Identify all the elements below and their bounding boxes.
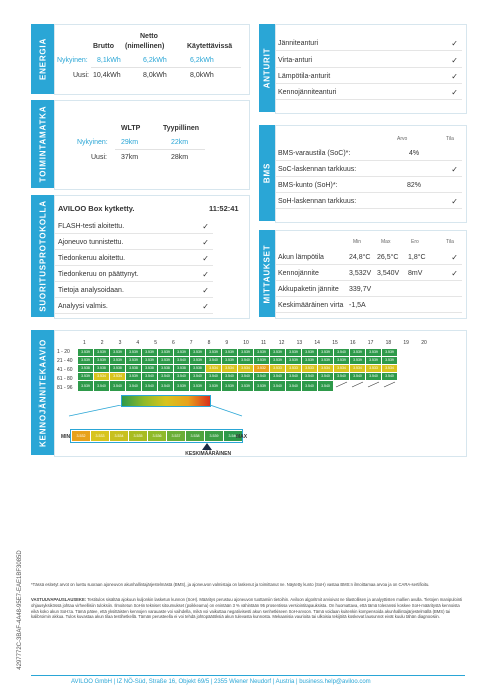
cell-voltage: 3.539 — [78, 381, 93, 391]
cell-voltage: 3.539 — [366, 357, 381, 364]
column-header: 6 — [172, 340, 175, 346]
cell-voltage: 3.539 — [334, 357, 349, 364]
cell-voltage: 3.534 — [110, 373, 125, 380]
check-icon: ✓ — [202, 222, 209, 231]
protocol-item: Tiedonkeruu aloitettu. ✓ — [55, 252, 213, 266]
cell-voltage: 3.540 — [318, 381, 333, 391]
footnote: *Tässä esitetyt arvot on luettu suoraan ajoneuvon akunhallintajärjestelmästä (BMS), ja ajoneuvon valmistaja on laskenut ja toimittanut ne. Näytetty kunto (SoH) vastaa BMS:n ilmoittamaa arvoa ja on CARA-sertifioitu. — [31, 582, 430, 587]
row-label: 1 - 20 — [57, 349, 70, 355]
sensors-tab: ANTURIT — [259, 24, 275, 112]
cell-voltage: 3.539 — [302, 349, 317, 356]
cell-voltage: 3.539 — [174, 349, 189, 356]
cell-voltage: 3.539 — [142, 357, 157, 364]
range-new-typical: 28km — [171, 154, 189, 161]
cell-voltage-section — [54, 330, 467, 457]
energy-current-usable: 6,2kWh — [190, 57, 214, 64]
cell-voltage: 3.534 — [206, 365, 221, 372]
column-header: 12 — [278, 340, 285, 346]
cell-voltage: 3.539 — [302, 357, 317, 364]
column-header: 19 — [403, 340, 409, 346]
cell-voltage: 3.540 — [270, 373, 285, 380]
sensor-item: Kennojänniteanturi ✓ — [276, 86, 462, 100]
cell-voltage: 3.540 — [174, 373, 189, 380]
scale-max-label: MAX — [236, 434, 248, 440]
disclaimer-title: VASTUUVAPAUSLAUSEKE: — [31, 597, 87, 602]
cell-voltage: 3.539 — [318, 357, 333, 364]
cell-voltage: 3.538 — [190, 365, 205, 372]
bms-section — [275, 125, 467, 223]
cell-voltage: 3.539 — [222, 357, 237, 364]
cell-voltage: 3.540 — [110, 381, 125, 391]
cell-voltage: 3.538 — [158, 365, 173, 372]
cell-voltage: 3.540 — [302, 381, 317, 391]
cell-voltage: 3.534 — [238, 365, 253, 372]
cell-voltage: 3.539 — [94, 357, 109, 364]
bms-row: SoH-laskennan tarkkuus: ✓ — [276, 195, 462, 209]
cell-voltage: 3.538 — [126, 365, 141, 372]
cell-voltage: 3.539 — [318, 349, 333, 356]
cell-voltage: 3.534 — [318, 365, 333, 372]
cell-voltage: 3.539 — [78, 349, 93, 356]
cell-voltage: 3.539 — [286, 357, 301, 364]
cell-voltage: 3.539 — [206, 381, 221, 391]
cell-voltage: 3.532 — [254, 365, 269, 372]
cell-voltage: 3.533 — [270, 365, 285, 372]
cell-voltage: 3.539 — [382, 357, 397, 364]
cell-voltage: 3.539 — [94, 349, 109, 356]
check-icon: ✓ — [451, 253, 458, 262]
check-icon: ✓ — [202, 302, 209, 311]
cell-voltage — [382, 381, 397, 391]
cell-voltage: 3.540 — [334, 373, 349, 380]
cell-voltage: 3.540 — [350, 373, 365, 380]
column-header: 2 — [100, 340, 104, 346]
measurement-row: Akkupaketin jännite 339,7V — [276, 283, 462, 297]
scale-value: 3.537 — [167, 431, 185, 441]
check-icon: ✓ — [451, 56, 458, 65]
cell-voltage: 3.539 — [254, 357, 269, 364]
cell-voltage: 3.539 — [190, 349, 205, 356]
bms-row: BMS-varaustila (SoC)*: 4% — [276, 147, 462, 161]
document-code: 4297772C-3BAF-4A48-95E7-EAE1BF3085D — [17, 550, 23, 670]
cell-voltage: 3.540 — [270, 381, 285, 391]
cell-voltage: 3.538 — [110, 365, 125, 372]
scale-value: 3.539 — [205, 431, 223, 441]
cell-voltage: 3.540 — [206, 357, 221, 364]
range-header-wltp: WLTP — [121, 125, 141, 132]
cell-voltage: 3.534 — [94, 373, 109, 380]
energy-divider — [91, 67, 241, 68]
cell-voltage: 3.539 — [350, 357, 365, 364]
cell-voltage: 3.540 — [318, 373, 333, 380]
protocol-item: Tiedonkeruu on päättynyt. ✓ — [55, 268, 213, 282]
disclaimer-text: Testitulos sisältää ajokuun kuljonkin lasketun kunnon (SoH). Määritys perustuu ajoneuvon tuottamiin tietoihin. Aviloon algoritmit arvioivat ne tilastollisen ja analyyttisten mallien avulla. Tietojen manipulointi ohjausyksikössä johtaa virheellisiin tuloksiin. Ilmoitetun SoHin tekniset sitoumukset (poikkeama) on enintään 3 % vähintään 95 prosentissa versiointitapauksista. On huomattava, että tämä toleranssi koskee SoH-määritystä kennoista eikä koko akun SoH:ta. Tämä pätee, että yksittäisten kennojen varauaste voi vaihdella, mikä voi vaikuttaa negatiivisesti akun senhetkiseen SoH-arvoon. Tämä voidaan kuitenkin kompensoida akunhallintajärjestelmällä (BMS) tai kalibroimin akkua. Tulos kuvastaa akun tilaa testihetkellä. Tämän perusteella ei voi tehdä johtopäätöksiä akun tulevasta kunnosta. Mekaanisia vaurioita tai ulkoisia tekijöitä koskevat lausunnot eivät kuulu tähän diagnoosiin. — [31, 597, 463, 620]
energy-new-usable: 8,0kWh — [190, 72, 214, 79]
cell-voltage: 3.540 — [142, 381, 157, 391]
cell-voltage: 3.540 — [286, 373, 301, 380]
range-new-wltp: 37km — [121, 154, 139, 161]
column-header: 8 — [207, 340, 211, 346]
energy-new-brutto: 10,4kWh — [93, 72, 121, 79]
column-header: 9 — [225, 340, 229, 346]
energy-current-label: Nykyinen: — [57, 57, 88, 64]
meas-header-status: Tila — [446, 239, 454, 245]
cell-voltage: 3.540 — [334, 349, 349, 356]
measurement-row: Keskimääräinen virta -1,5A — [276, 299, 462, 313]
bms-header-value: Arvo — [397, 136, 408, 142]
cell-voltage: 3.539 — [110, 357, 125, 364]
scale-value: 3.533 — [91, 431, 109, 441]
bms-tab: BMS — [259, 125, 275, 221]
energy-current-netto: 6,2kWh — [143, 57, 167, 64]
cell-voltage: 3.539 — [350, 349, 365, 356]
measurements-section — [275, 230, 467, 319]
cell-voltage: 3.533 — [366, 365, 381, 372]
row-label: 41 - 60 — [57, 367, 73, 373]
check-icon: ✓ — [202, 238, 209, 247]
cell-voltage: 3.540 — [302, 373, 317, 380]
sensor-item: Jänniteanturi ✓ — [276, 37, 462, 51]
bms-header-status: Tila — [446, 136, 454, 142]
cell-voltage: 3.540 — [222, 373, 237, 380]
range-new-label: Uusi: — [91, 154, 107, 161]
column-header: 17 — [367, 340, 374, 346]
cell-voltage: 3.540 — [238, 357, 253, 364]
cell-voltage: 3.534 — [334, 365, 349, 372]
check-icon: ✓ — [451, 72, 458, 81]
column-header: 18 — [385, 340, 392, 346]
cell-voltage: 3.534 — [350, 365, 365, 372]
row-label: 81 - 96 — [57, 385, 73, 391]
scale-bar — [70, 429, 243, 443]
cell-voltage: 3.540 — [158, 373, 173, 380]
cell-voltage: 3.539 — [254, 349, 269, 356]
column-header: 20 — [421, 340, 427, 346]
meas-header-min: Min — [353, 239, 362, 245]
range-section — [54, 100, 250, 190]
cell-voltage: 3.539 — [222, 381, 237, 391]
cell-voltage: 3.539 — [158, 349, 173, 356]
energy-tab: ENERGIA — [31, 24, 54, 94]
energy-section — [54, 24, 250, 95]
column-header: 15 — [332, 340, 338, 346]
column-header: 13 — [296, 340, 303, 346]
cell-voltage: 3.534 — [222, 365, 237, 372]
range-tab: TOIMINTAMATKA — [31, 100, 54, 188]
cell-voltage — [366, 381, 381, 391]
scale-value: 3.534 — [110, 431, 128, 441]
cell-voltage: 3.540 — [366, 373, 381, 380]
column-header: 1 — [83, 340, 86, 346]
cell-voltage: 3.538 — [142, 365, 157, 372]
cell-voltage: 3.540 — [190, 373, 205, 380]
cell-voltage: 3.540 — [382, 373, 397, 380]
scale-value: 3.540 — [224, 431, 242, 441]
cell-voltage: 3.539 — [126, 373, 141, 380]
check-icon: ✓ — [451, 165, 458, 174]
cell-voltage: 3.539 — [190, 381, 205, 391]
sensor-item: Lämpötila-anturit ✓ — [276, 70, 462, 84]
range-current-wltp: 29km — [121, 139, 139, 146]
cell-voltage-tab: KENNOJÄNNITEKAAVIO — [31, 330, 54, 455]
average-label: KESKIMÄÄRÄINEN — [185, 451, 232, 457]
cell-voltage: 3.539 — [158, 357, 173, 364]
range-header-typical: Tyypillinen — [163, 125, 200, 132]
protocol-item: Tietoja analysoidaan. ✓ — [55, 284, 213, 298]
cell-voltage: 3.540 — [238, 373, 253, 380]
energy-current-brutto: 8,1kWh — [97, 57, 121, 64]
column-header: 4 — [136, 340, 140, 346]
disclaimer — [31, 597, 465, 620]
check-icon: ✓ — [202, 270, 209, 279]
energy-header-brutto: Brutto — [93, 43, 114, 50]
column-header: 3 — [118, 340, 122, 346]
cell-voltage: 3.539 — [78, 357, 93, 364]
check-icon: ✓ — [451, 269, 458, 278]
check-icon: ✓ — [451, 197, 458, 206]
cell-voltage: 3.540 — [142, 373, 157, 380]
column-header: 10 — [243, 340, 249, 346]
cell-voltage: 3.539 — [366, 349, 381, 356]
protocol-item: Analyysi valmis. ✓ — [55, 300, 213, 314]
cell-voltage: 3.539 — [254, 381, 269, 391]
range-current-typical: 22km — [171, 139, 189, 146]
column-header: 11 — [261, 340, 267, 346]
energy-new-label: Uusi: — [73, 72, 89, 79]
energy-header-nominal: (nimellinen) — [125, 43, 165, 50]
cell-voltage: 3.539 — [78, 373, 93, 380]
cell-voltage: 3.539 — [142, 349, 157, 356]
cell-voltage: 3.540 — [286, 381, 301, 391]
scale-value: 3.532 — [72, 431, 90, 441]
cell-voltage: 3.539 — [286, 349, 301, 356]
cell-voltage: 3.533 — [302, 365, 317, 372]
row-label: 21 - 40 — [57, 358, 73, 364]
footer: AVILOO GmbH | IZ NÖ-Süd, Straße 16, Objekt 69/5 | 2355 Wiener Neudorf | Austria | business.help@aviloo.com — [71, 679, 371, 685]
cell-voltage: 3.533 — [286, 365, 301, 372]
cell-voltage — [350, 381, 365, 391]
cell-voltage: 3.539 — [190, 357, 205, 364]
column-header: 7 — [189, 340, 193, 346]
row-label: 61 - 80 — [57, 376, 73, 382]
scale-value: 3.536 — [148, 431, 166, 441]
cell-voltage: 3.540 — [126, 381, 141, 391]
cell-voltage: 3.539 — [126, 357, 141, 364]
column-header: 16 — [350, 340, 356, 346]
cell-voltage: 3.539 — [206, 349, 221, 356]
cell-voltage: 3.539 — [270, 357, 285, 364]
cell-voltage: 3.539 — [270, 349, 285, 356]
cell-voltage: 3.540 — [206, 373, 221, 380]
check-icon: ✓ — [451, 88, 458, 97]
cell-voltage: 3.539 — [382, 349, 397, 356]
scale-value: 3.535 — [129, 431, 147, 441]
sensors-section — [275, 24, 467, 114]
cell-voltage: 3.539 — [222, 349, 237, 356]
check-icon: ✓ — [451, 39, 458, 48]
cell-voltage: 3.539 — [174, 381, 189, 391]
measurements-tab: MITTAUKSET — [259, 230, 275, 317]
energy-new-netto: 8,0kWh — [143, 72, 167, 79]
protocol-item: FLASH-testi aloitettu. ✓ — [55, 220, 213, 234]
range-current-label: Nykyinen: — [77, 139, 108, 146]
cell-voltage: 3.540 — [94, 381, 109, 391]
cell-voltage: 3.538 — [174, 365, 189, 372]
measurement-row: Akun lämpötila 24,8°C 26,5°C 1,8°C ✓ — [276, 251, 462, 265]
column-header: 14 — [314, 340, 320, 346]
average-marker — [202, 443, 212, 450]
protocol-header: AVILOO Box kytketty. — [58, 204, 135, 213]
energy-header-netto: Netto — [140, 33, 158, 40]
measurement-row: Kennojännite 3,532V 3,540V 8mV ✓ — [276, 267, 462, 281]
column-header: 5 — [154, 340, 157, 346]
protocol-time: 11:52:41 — [209, 204, 239, 213]
scale-value: 3.538 — [186, 431, 204, 441]
cell-voltage: 3.539 — [238, 381, 253, 391]
cell-voltage: 3.538 — [78, 365, 93, 372]
energy-header-usable: Käytettävissä — [187, 43, 233, 50]
zoom-connector — [55, 405, 355, 417]
protocol-tab: SUORITUSPROTOKOLLA — [31, 195, 54, 317]
cell-voltage: 3.540 — [174, 357, 189, 364]
cell-voltage: 3.540 — [158, 381, 173, 391]
cell-voltage — [334, 381, 349, 391]
protocol-item: Ajoneuvo tunnistettu. ✓ — [55, 236, 213, 250]
protocol-section — [54, 195, 250, 319]
meas-header-max: Max — [381, 239, 391, 245]
cell-voltage: 3.539 — [110, 349, 125, 356]
scale-min-label: MIN — [61, 434, 71, 440]
bms-row: SoC-laskennan tarkkuus: ✓ — [276, 163, 462, 177]
sensor-item: Virta-anturi ✓ — [276, 54, 462, 68]
cell-voltage: 3.538 — [94, 365, 109, 372]
range-divider — [115, 149, 205, 150]
cell-voltage: 3.534 — [382, 365, 397, 372]
meas-header-diff: Ero — [411, 239, 419, 245]
cell-voltage: 3.539 — [126, 349, 141, 356]
check-icon: ✓ — [202, 254, 209, 263]
check-icon: ✓ — [202, 286, 209, 295]
bms-row: BMS-kunto (SoH)*: 82% — [276, 179, 462, 193]
cell-voltage: 3.540 — [254, 373, 269, 380]
cell-voltage-grid — [77, 348, 398, 392]
cell-voltage: 3.539 — [238, 349, 253, 356]
